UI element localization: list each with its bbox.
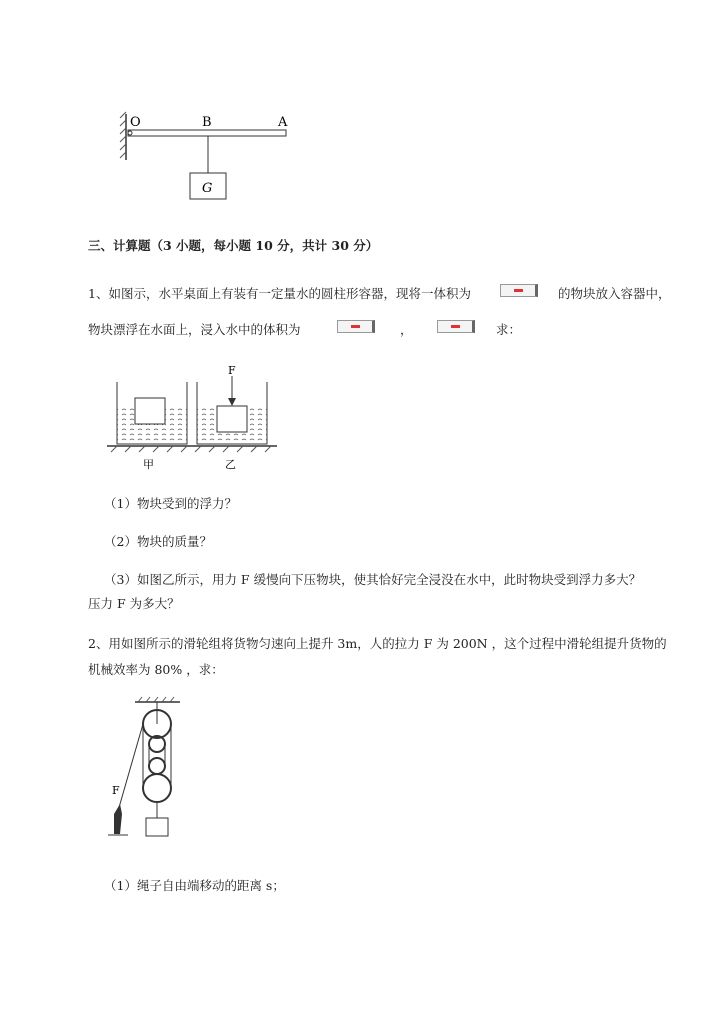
- formula-image: [337, 320, 375, 333]
- q1-text-2a: 物块漂浮在水面上，浸入水中的体积为: [88, 322, 301, 337]
- formula-image: [500, 284, 538, 297]
- q1-sub3a: （3）如图乙所示，用力 F 缓慢向下压物块，使其恰好完全浸没在水中，此时物块受到浮力多大？: [104, 572, 642, 587]
- label-o: O: [130, 115, 141, 130]
- q2-text-1: 2、用如图所示的滑轮组将货物匀速向上提升 3m，人的拉力 F 为 200N ，这个过程中滑轮组提升货物的: [88, 636, 667, 651]
- label-b: B: [202, 115, 212, 130]
- q2-text-2: 机械效率为 80% ，求：: [88, 662, 224, 677]
- formula-image: [437, 320, 475, 333]
- label-a: A: [278, 115, 288, 130]
- label-jia: 甲: [143, 458, 154, 471]
- q1-sub1: （1）物块受到的浮力？: [104, 496, 237, 511]
- q2-sub1: （1）绳子自由端移动的距离 s；: [104, 878, 285, 893]
- q1-text-1b: 的物块放入容器中，: [558, 286, 671, 301]
- q1-text-2c: 求：: [496, 322, 522, 337]
- container-figure: [105, 362, 280, 474]
- q1-text-2b: ，: [400, 322, 413, 337]
- q1-sub3b: 压力 F 为多大？: [88, 596, 180, 611]
- label-yi: 乙: [225, 458, 236, 471]
- pulley-figure: [100, 696, 190, 841]
- q1-text-1a: 1、如图示，水平桌面上有装有一定量水的圆柱形容器，现将一体积为: [88, 286, 471, 301]
- lever-figure: [110, 108, 300, 203]
- label-g: G: [202, 181, 213, 196]
- label-force: F: [228, 364, 236, 377]
- section-heading: 三、计算题（3 小题，每小题 10 分，共计 30 分）: [88, 238, 379, 253]
- q1-sub2: （2）物块的质量？: [104, 534, 212, 549]
- label-force: F: [112, 784, 120, 797]
